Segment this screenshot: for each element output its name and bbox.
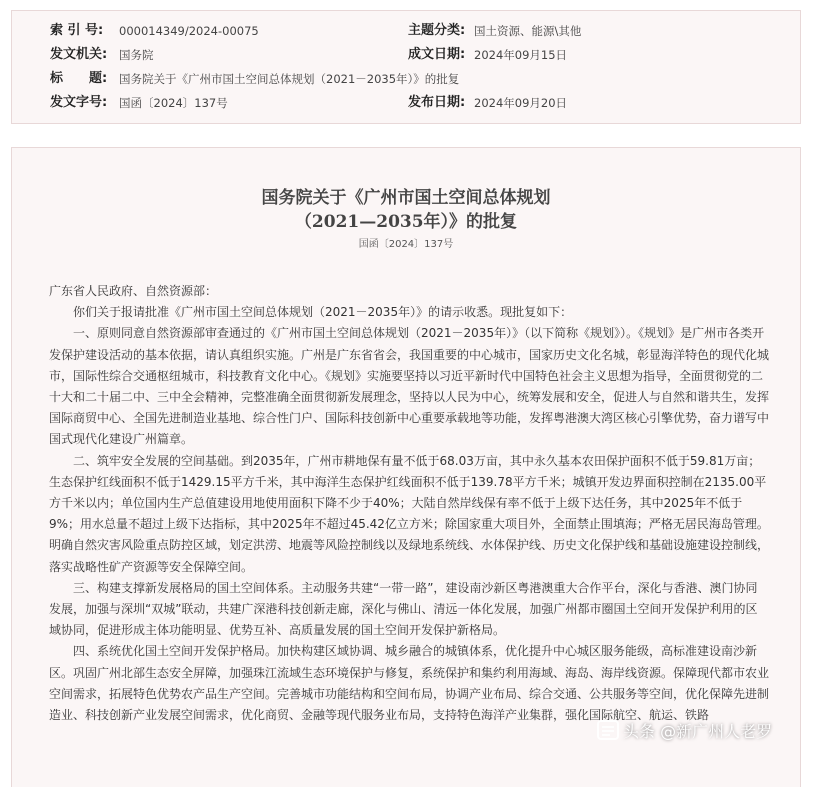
document-content-panel xyxy=(11,147,801,787)
document-number: 国函〔2024〕137号 xyxy=(358,239,454,250)
document-metadata-panel xyxy=(11,10,801,124)
paragraph-1: 一、原则同意自然资源部审查通过的《广州市国土空间总体规划（2021－2035年）》（以下简称《规划》）。《规划》是广州市各类开发保护建设活动的基本依据，请认真组织实施。广州是广东省省会，我国重要的中心城市，国家历史文化名城，彰显海洋特色的现代化城市，国际性综合交通枢纽城市，科技教育文化中心。《规划》实施要坚持以习近平新时代中国特色社会主义思想为指导，全面贯彻党的二十大和二十届二中、三中全会精神，完整准确全面贯彻新发展理念，坚持以人民为中心，统筹发展和安全，促进人与自然和谐共生，发挥国际商贸中心、全国先进制造业基地、综合性门户、国际科技创新中心重要承载地等功能，发挥粤港澳大湾区核心引擎优势，奋力谱写中国式现代化建设广州篇章。 xyxy=(49,326,770,447)
meta-row-issuer xyxy=(12,44,800,66)
issuer-label: 发文机关: xyxy=(50,47,108,62)
written-date-value: 2024年09月15日 xyxy=(474,48,568,62)
issuer-value: 国务院 xyxy=(119,48,154,62)
title-value: 国务院关于《广州市国土空间总体规划（2021－2035年）》的批复 xyxy=(119,72,460,86)
toutiao-logo-icon xyxy=(596,718,620,742)
category-value: 国土资源、能源\其他 xyxy=(474,24,582,38)
published-date-value: 2024年09月20日 xyxy=(474,96,568,110)
watermark xyxy=(596,715,772,745)
paragraph-4: 四、系统优化国土空间开发保护格局。加快构建区域协调、城乡融合的城镇体系，优化提升中心城区服务能级，高标准建设南沙新区。巩固广州北部生态安全屏障，加强珠江流域生态环境保护与修复，系统保护和集约利用海域、海岛、海岸线资源。保障现代都市农业空间需求，拓展特色优势农产品生产空间。完善城市功能结构和空间布局，协调产业布局、综合交通、公共服务等空间，优化保障先进制造业、科技创新产业发展空间需求，优化商贸、金融等现代服务业布局，支持特色海洋产业集群，强化国际航空、航运、铁路 xyxy=(49,644,770,723)
meta-row-title xyxy=(12,68,800,90)
paragraph-3: 三、构建支撑新发展格局的国土空间体系。主动服务共建“一带一路”，建设南沙新区粤港澳重大合作平台，深化与香港、澳门协同发展，加强与深圳“双城”联动，共建广深港科技创新走廊，深化与佛山、清远一体化发展，加强广州都市圈国土空间开发保护利用的区域协同，促进形成主体功能明显、优势互补、高质量发展的国土空间开发保护新格局。 xyxy=(49,580,758,638)
watermark-text: 头条 @新广州人老罗 xyxy=(623,721,773,741)
written-date-label: 成文日期: xyxy=(408,47,466,62)
meta-row-index xyxy=(12,20,800,42)
docno-label: 发文字号: xyxy=(50,95,108,110)
index-label: 索 引 号: xyxy=(50,23,104,38)
paragraph-2: 二、筑牢安全发展的空间基础。到2035年，广州市耕地保有量不低于68.03万亩，其中永久基本农田保护面积不低于59.81万亩；生态保护红线面积不低于1429.15平方千米，其中海洋生态保护红线面积不低于139.78平方千米；城镇开发边界面积控制在2135.00平方千米以内；单位国内生产总值建设用地使用面积下降不少于40%；大陆自然岸线保有率不低于上级下达任务，其中2025年不低于9%；用水总量不超过上级下达指标，其中2025年不超过45.42亿立方米；除国家重大项目外，全面禁止围填海；严格无居民海岛管理。明确自然灾害风险重点防控区域，划定洪涝、地震等风险控制线以及绿地系统线、水体保护线、历史文化保护线和基础设施建设控制线，落实战略性矿产资源等安全保障空间。 xyxy=(49,453,770,574)
document-body xyxy=(49,281,769,726)
category-label: 主题分类: xyxy=(408,23,466,38)
docno-value: 国函〔2024〕137号 xyxy=(119,96,228,110)
title-label: 标 题: xyxy=(50,71,108,86)
published-date-label: 发布日期: xyxy=(408,95,466,110)
document-title-line-1: 国务院关于《广州市国土空间总体规划 xyxy=(261,188,551,208)
index-value: 000014349/2024-00075 xyxy=(119,24,259,38)
document-title-line-2: （2021—2035年）》的批复 xyxy=(294,212,518,232)
meta-row-docno xyxy=(12,92,800,114)
paragraph-intro: 你们关于报请批准《广州市国土空间总体规划（2021－2035年）》的请示收悉。现批复如下： xyxy=(73,305,573,320)
salutation: 广东省人民政府、自然资源部： xyxy=(49,284,218,298)
